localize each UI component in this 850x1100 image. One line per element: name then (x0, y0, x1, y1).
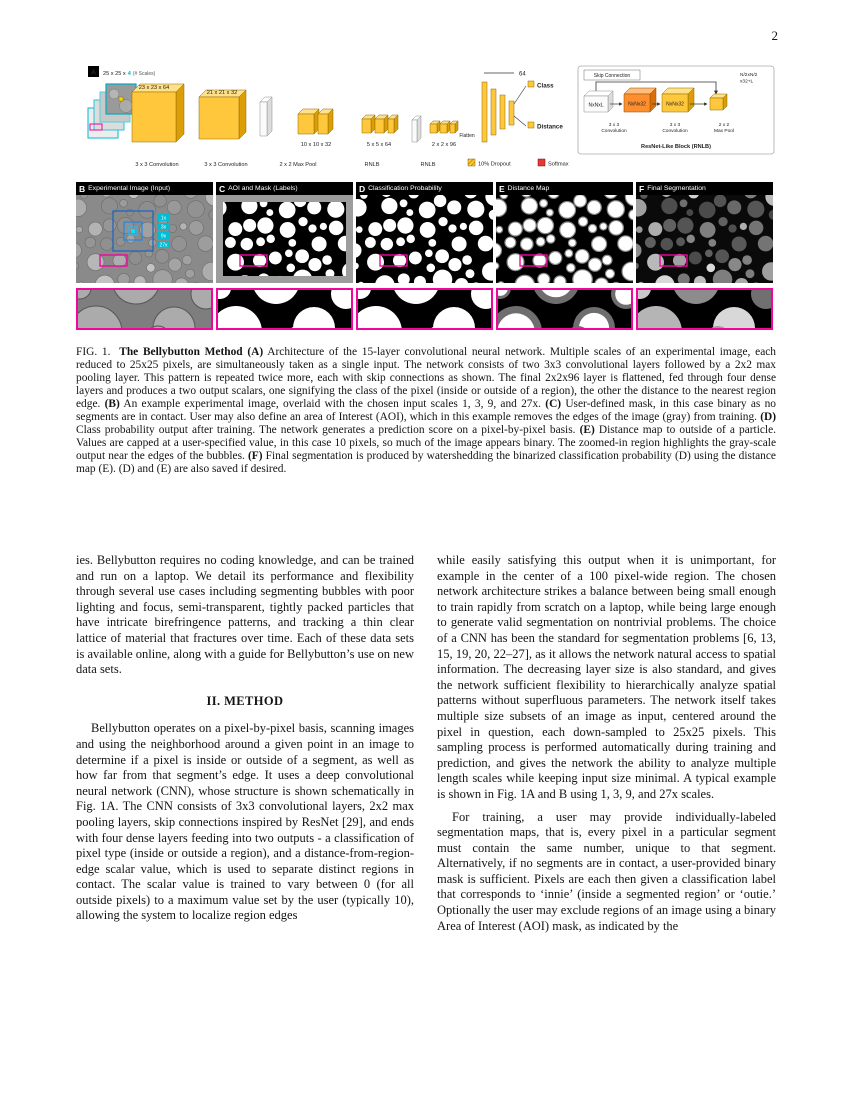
panel-b (76, 182, 213, 283)
caption-bold-c: (C) (545, 398, 562, 410)
svg-text:9x: 9x (160, 233, 167, 240)
panel-b-header (76, 182, 213, 195)
rnlb-conv1-dims: NxNx32 (628, 101, 646, 108)
rnlb-conv2-box (662, 88, 694, 112)
softmax-legend-swatch (538, 159, 545, 166)
target-pixel-marker (119, 97, 123, 101)
flatten-label: Flatten (459, 133, 475, 139)
rnlb-conv1-caption-2: Convolution (601, 129, 627, 134)
panel-e-letter: E (499, 183, 505, 194)
class-output-node (528, 81, 534, 87)
layer2-dims: 21 x 21 x 32 (206, 90, 238, 96)
svg-text:3x: 3x (160, 224, 167, 231)
rnlb-inset (578, 66, 774, 154)
rnlb-pool-caption-1: 2 x 2 (718, 123, 730, 128)
panel-c-title: AOI and Mask (Labels) (228, 185, 298, 192)
panel-d-title: Classification Probability (368, 185, 442, 192)
rnlb-conv1-caption-1: 3 x 3 (608, 123, 620, 128)
caption-text-d: Class probability output after training. The network generates a prediction score on a pixel-by-pixel basis. (76, 424, 576, 436)
body-paragraph: ies. Bellybutton requires no coding knowledge, and can be trained and run on a laptop. We detail its performance and flexibility through several use cases including segmenting bubbles with poor lighting and focus, semi-transparent, tightly packed particles that have intricate birefringence patterns, and tracking a thin clear lattice of material that fractures over time. Each of these data sets is available online, along with a guide for Bellybutton’s use on new data sets. (76, 553, 414, 677)
conv-layer-1-box (132, 84, 184, 142)
right-column (437, 553, 776, 934)
body-paragraph: Bellybutton operates on a pixel-by-pixel basis, scanning images and using the neighborhood around a given point in an image to determine if a pixel is inside or outside of a segment, as well as how far from that segment’s edge. It uses a deep convolutional neural network (CNN), whose structure is shown schematically in Fig. 1A. The CNN consists of 3x3 convolutional layers, 2x2 max pooling layers, skip connections inspired by ResNet [29], and ends with four dense layers feeding into two outputs - a classification of pixel type (inside or outside a region), and a distance-from-region-edge scalar value, which is used to separate distinct regions in contact. The scalar value is trained to vary between 0 (for all outside pixels) to a maximum value set by the user (typically 10), allowing the system to localize region edges (76, 721, 414, 923)
final-layer-box-b (440, 121, 450, 133)
skip-connection-label: Skip Connection (593, 73, 631, 79)
rnlb-conv1-box (624, 88, 656, 112)
panel-c-image (216, 195, 353, 283)
panel-f-zoom (636, 288, 773, 330)
figure-zoom-row (76, 288, 776, 330)
rnlb-2-box-c (388, 115, 398, 133)
rnlb-conv2-dims: NxNx32 (666, 101, 684, 108)
input-dims-label: 25 x 25 x 4 (# Scales) (103, 71, 156, 77)
panel-d-header (356, 182, 493, 195)
body-paragraph: For training, a user may provide individually-labeled segmentation maps, that is, every pixel in a particular segment must contain the same number, unique to that segment. Alternatively, if no segments are in contact, a user-provided binary mask is sufficient. Pixels are each then given a classification label that corresponds to ‘innie’ (inside a segmented region’ or ‘outie.’ Optionally the user may exclude regions of an image using a binary Area of Interest (AOI) mask, as indicated by the (437, 809, 776, 933)
dropout-caption: 10% Dropout (478, 161, 511, 168)
panel-d-image (356, 195, 493, 283)
final-layer-box-a (430, 121, 440, 133)
rnlb-output-box (710, 94, 727, 110)
rnlb-2-box-b (375, 115, 388, 133)
caption-bold-e: (E) (579, 424, 595, 436)
rnlb-conv2-caption-1: 3 x 3 (669, 123, 681, 128)
layer5-dims: 2 x 2 x 96 (431, 142, 457, 148)
rnlb-1-box-a (298, 109, 319, 134)
page-number: 2 (771, 28, 778, 43)
conv2-caption: 3 x 3 Convolution (204, 162, 248, 168)
panel-e-image (496, 195, 633, 283)
maxpool-2-box (412, 116, 421, 142)
svg-text:27x: 27x (159, 242, 168, 249)
final-layer-box-c (450, 121, 458, 133)
rnlb2-caption: RNLB (420, 162, 436, 168)
distance-output-label: Distance (537, 123, 563, 131)
panel-d (356, 182, 493, 283)
section-heading-method: II. METHOD (206, 693, 284, 708)
panel-e-header (496, 182, 633, 195)
panel-b-image (76, 195, 213, 283)
rnlb-input-dims: NxNxL (588, 102, 604, 109)
panel-e-title: Distance Map (507, 185, 550, 192)
caption-bold-b: (B) (104, 398, 120, 410)
rnlb-input-box (584, 91, 613, 112)
rnlb-out-dims-1: N/2xN/2 (740, 73, 758, 78)
panel-b-letter: B (79, 183, 86, 194)
caption-text-f: Final segmentation is produced by watershedding the binarized classification probability (D) using the distance map (E). (D) and (E) are also saved if desired. (76, 450, 776, 475)
rnlb-pool-caption-2: Max Pool (714, 129, 734, 134)
panel-d-zoom (356, 288, 493, 330)
caption-bold-d: (D) (760, 411, 776, 423)
body-paragraph: while easily satisfying this output when it is unimportant, for example in the center of a 100 pixel-wide region. The chosen network architecture strikes a balance between being small enough to train rapidly from scratch on a laptop, while being large enough to generate valid segmentation on nontrivial problems. The choice of a CNN has been the standard for segmentation problems [6, 13, 15, 19, 20, 22–27], as it allows the network natural access to spatial information. The decreasing layer size is also standard, and gives the network sufficient flexibility to hierarchically analyze spatial patterns without superfluous parameters. The network itself takes multiple size subsets of an image as input, centered around the pixel in question, each down-sampled to 25x25 pixels. This sampling process is performed automatically during training and prediction, and gives the network the ability to analyze multiple length scales while keeping input size minimal. A typical example is shown in Fig. 1A and B using 1, 3, 9, and 27x scales. (437, 553, 776, 801)
layer3-dims: 10 x 10 x 32 (300, 142, 332, 148)
input-image-stack (88, 84, 136, 138)
layer1-dims: 23 x 23 x 64 (138, 85, 170, 91)
svg-text:1x: 1x (160, 215, 167, 222)
dropout-legend-swatch (468, 159, 475, 166)
panel-c-header (216, 182, 353, 195)
left-column (76, 553, 414, 924)
panel-f-title: Final Segmentation (647, 185, 706, 192)
panel-f (636, 182, 773, 283)
panel-f-header (636, 182, 773, 195)
panel-c-zoom (216, 288, 353, 330)
dense-width-label: 64 (519, 71, 526, 78)
rnlb-conv2-caption-2: Convolution (662, 129, 688, 134)
dense-layers (482, 73, 514, 142)
caption-text-e: Distance map to outside of a particle. Values are capped at a user-specified value, in this case 10 pixels, so much of the image appears binary. The zoomed-in region highlights the gray-scale output near the edges of the bubbles. (76, 424, 777, 462)
rnlb1-caption: RNLB (364, 162, 380, 168)
class-output-label: Class (537, 82, 554, 90)
layer4-dims: 5 x 5 x 64 (366, 142, 392, 148)
figure-caption-tag: FIG. 1. (76, 346, 111, 358)
caption-text-b: An example experimental image, overlaid with the chosen input scales 1, 3, 9, and 27x. (123, 398, 542, 410)
softmax-caption: Softmax (548, 161, 569, 168)
rnlb-out-dims-2: x32+L (740, 79, 754, 85)
panel-b-zoom (76, 288, 213, 330)
panel-c (216, 182, 353, 283)
figure-panels (76, 182, 776, 283)
caption-bold-title: The Bellybutton Method (A) (119, 346, 264, 358)
conv1-caption: 3 x 3 Convolution (135, 162, 179, 168)
rnlb-1-box-b (318, 109, 333, 134)
pool-caption: 2 x 2 Max Pool (279, 162, 317, 168)
panel-e (496, 182, 633, 283)
panel-d-letter: D (359, 183, 366, 194)
panel-a-letter: A (90, 67, 97, 77)
caption-text-a: Architecture of the 15-layer convolutional neural network. Multiple scales of an experimental image, each reduced to 25x25 pixels, are simultaneously taken as a single input. The network consists of two 3x3 convolutional layers followed by a 2x2 max pooling layer. This pattern is repeated twice more, each with skip connections as shown. The final 2x2x96 layer is flattened, fed through four dense layers and produces a two output scalars, one signifying the class of the pixel (inside or outside of a region), the other the distance to the nearest region edge. (76, 346, 776, 410)
rnlb-2-box-a (362, 115, 375, 133)
figure-1 (76, 64, 776, 176)
panel-e-zoom (496, 288, 633, 330)
caption-text-c: User-defined mask, in this case binary as no segments are in contact. User may also define an area of Interest (AOI), which in this example removes the edges of the image (gray) from training. (76, 398, 776, 423)
cnn-architecture-diagram (76, 64, 776, 176)
conv-layer-2-box (199, 90, 246, 139)
distance-output-node (528, 122, 534, 128)
maxpool-1-box (260, 97, 272, 136)
panel-b-title: Experimental Image (Input) (88, 185, 171, 192)
panel-c-letter: C (219, 183, 226, 194)
caption-bold-f: (F) (247, 450, 263, 462)
panel-f-letter: F (639, 183, 645, 194)
panel-f-image (636, 195, 773, 283)
figure-caption (76, 346, 776, 476)
rnlb-inset-caption: ResNet-Like Block (RNLB) (641, 144, 711, 150)
